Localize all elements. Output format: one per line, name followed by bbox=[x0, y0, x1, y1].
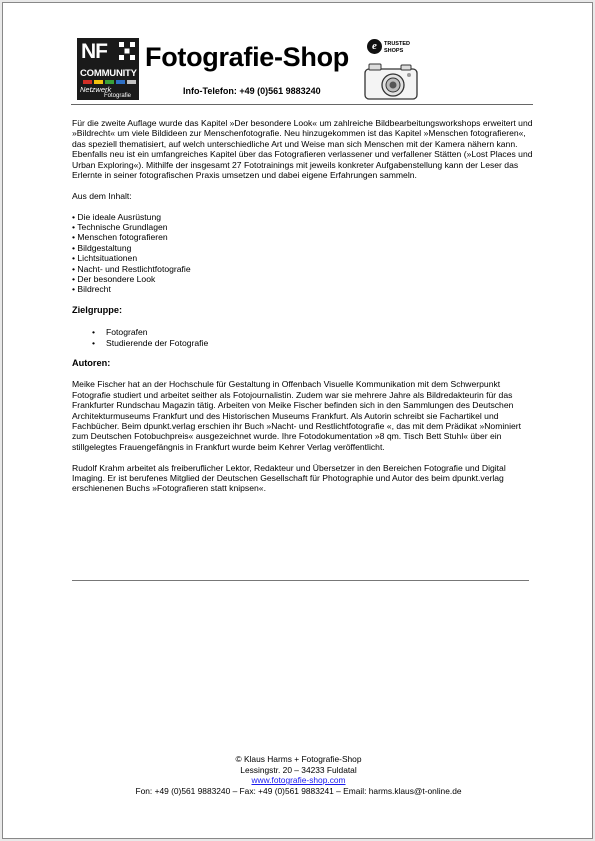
logo-x-mark-icon bbox=[119, 42, 135, 60]
logo-color-red bbox=[83, 80, 92, 84]
nf-community-logo bbox=[77, 38, 139, 100]
trusted-shops-text bbox=[384, 41, 410, 54]
target-group-item: • Fotografen bbox=[92, 327, 534, 337]
contents-item: • Lichtsituationen bbox=[72, 253, 138, 264]
logo-community-text: COMMUNITY bbox=[80, 68, 137, 79]
contents-list bbox=[72, 212, 534, 295]
contents-item: • Bildgestaltung bbox=[72, 242, 132, 253]
target-group-heading: Zielgruppe: bbox=[72, 305, 123, 316]
contents-item: • Nacht- und Restlichtfotografie bbox=[72, 263, 191, 274]
footer-copyright: © Klaus Harms + Fotografie-Shop bbox=[235, 754, 362, 764]
camera-icon bbox=[363, 61, 419, 101]
trusted-line2: SHOPS bbox=[384, 47, 404, 54]
content-divider bbox=[72, 580, 529, 581]
footer-website-link[interactable]: www.fotografie-shop.com bbox=[251, 775, 346, 786]
logo-color-green bbox=[105, 80, 114, 84]
page-header bbox=[71, 34, 533, 105]
logo-fotografie-text: Fotografie bbox=[104, 93, 132, 99]
contents-item: • Die ideale Ausrüstung bbox=[72, 211, 162, 222]
logo-color-grey bbox=[127, 80, 136, 84]
logo-nf-text: NF bbox=[81, 40, 107, 63]
author-bio-fischer: Meike Fischer hat an der Hochschule für Gestaltung in Offenbach Visuelle Kommunikation mit dem Schwerpunkt Fotografie studiert und arbeitet seither als Fotojournalistin. Zudem war sie mehrere Jahre als Bildredakteurin für das Frankfurter Rundschau Magazin tätig. Arbeiten von Meike Fischer befinden sich in den Sammlungen des Deutschen Architekturmuseums Frankfurt und des Historischen Museums Frankfurt. Als Autorin schreibt sie Fachartikel und Fachbücher. Beim dpunkt.verlag erschien ihr Buch »Nacht- und Restlichtfotografie «, das mit dem Prädikat »Nominiert zum Deutschen Fotobuchpreis« ausgezeichnet wurde. Ihre Fotodokumentation »8 qm. Tisch Bett Stuhl« über ein stillgelegtes Frauengefängnis in Frankfurt wurde beim Kehrer Verlag veröffentlicht. bbox=[72, 379, 522, 452]
trusted-shops-e-icon: e bbox=[367, 39, 382, 54]
trusted-line1: TRUSTED bbox=[384, 41, 410, 47]
author-bio-krahm: Rudolf Krahm arbeitet als freiberuflicher Lektor, Redakteur und Übersetzer in den Bereichen Fotografie und Digital Imaging. Er ist berufenes Mitglied der Deutschen Gesellschaft für Photographie und Autor des beim dpunkt.verlag erschienenen Buchs »Fotografieren statt knipsen«. bbox=[72, 462, 506, 494]
logo-color-stripe bbox=[83, 80, 136, 84]
document-page bbox=[2, 2, 593, 839]
footer-contact: Fon: +49 (0)561 9883240 – Fax: +49 (0)561 9883241 – Email: harms.klaus@t-online.de bbox=[135, 785, 462, 796]
contents-item: • Menschen fotografieren bbox=[72, 232, 168, 243]
shop-title: Fotografie-Shop bbox=[145, 42, 349, 72]
logo-color-yellow bbox=[94, 80, 103, 84]
logo-network-text: Netzwerk bbox=[80, 85, 112, 94]
footer-address: Lessingstr. 20 – 34233 Fuldatal bbox=[240, 764, 357, 775]
logo-color-blue bbox=[116, 80, 125, 84]
page-footer bbox=[3, 754, 594, 796]
target-group-item: • Studierende der Fotografie bbox=[92, 338, 534, 348]
contents-item: • Technische Grundlagen bbox=[72, 222, 168, 233]
authors-heading: Autoren: bbox=[72, 357, 111, 368]
contents-item: • Der besondere Look bbox=[72, 274, 156, 285]
target-group-list bbox=[92, 327, 534, 348]
contents-label: Aus dem Inhalt: bbox=[72, 190, 132, 201]
info-phone: Info-Telefon: +49 (0)561 9883240 bbox=[183, 86, 321, 96]
contents-item: • Bildrecht bbox=[72, 284, 111, 295]
intro-paragraph: Für die zweite Auflage wurde das Kapitel »Der besondere Look« um zahlreiche Bildbearbeitungsworkshops erweitert und »Bildrecht« um viele Bildideen zur Menschenfotografie. Neu hinzugekommen ist das Kapitel »Menschen fotografieren«, das speziell thematisiert, auf welch unterschiedliche Art und Weise man sich Menschen mit der Kamera nähern kann. Ebenfalls neu ist ein umfangreiches Kapitel über das Fotografieren verlassener und verfallener Stätten (»Lost Places und Urban Exploring«). Mithilfe der insgesamt 27 Fototrainings mit jeweils konkreter Aufgabenstellung kann der Leser das Erlernte in seiner fotografischen Praxis umsetzen und dabei eigene Erfahrungen sammeln. bbox=[72, 118, 533, 181]
product-description bbox=[72, 118, 534, 504]
